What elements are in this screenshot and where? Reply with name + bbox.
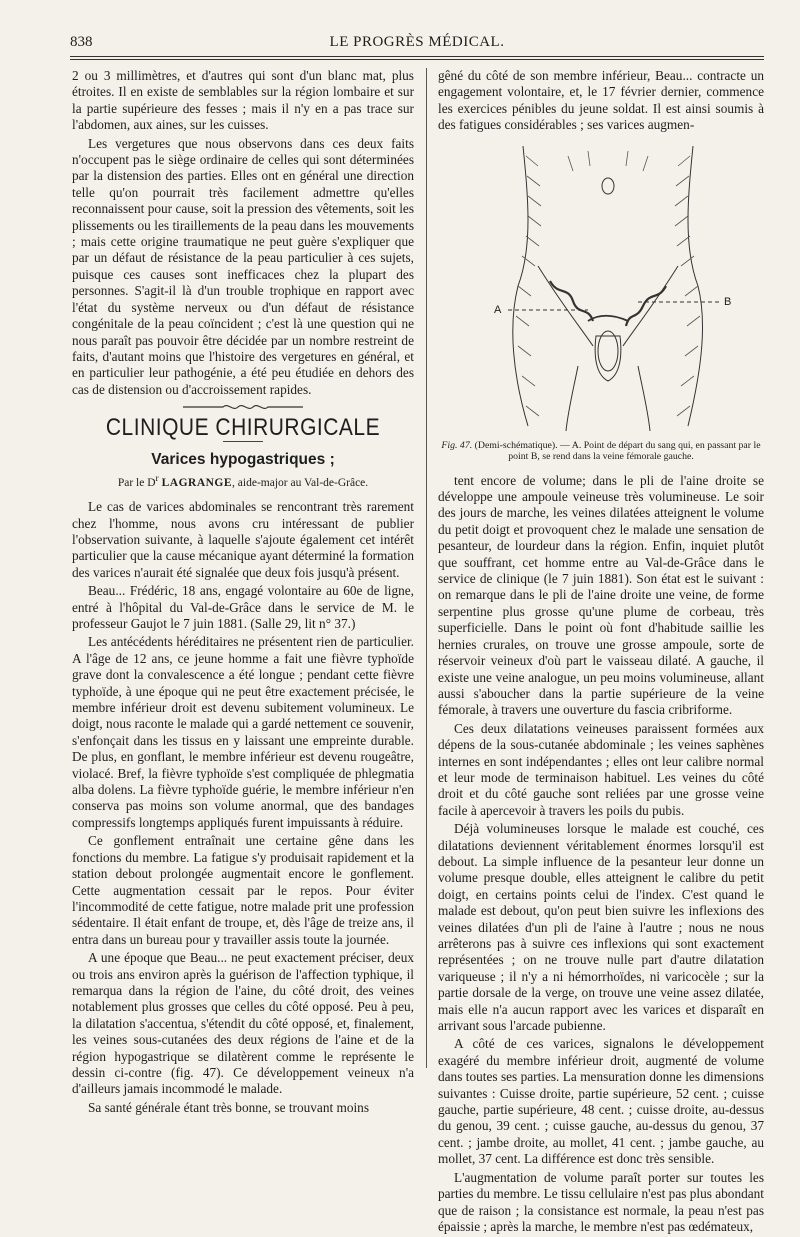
paragraph: Les antécédents héréditaires ne présentent rien de particulier. A l'âge de 12 ans, ce jeune homme a fait une fièvre typhoïde grave dont la convalescence a été longue ; pendant cette fièvre typhoïde, à une époque qui ne peut être exactement précisée, le membre inférieur droit est devenu subitement volumineux. Le doigt, nous raconte le malade qui a gardé nettement ce souvenir, s'enfonçait dans les tissus en y laissant une empreinte durable. De plus, en gonflant, le membre inférieur est devenu rougeâtre, violacé. Bref, la fièvre typhoïde s'est compliquée de phlegmatia alba dolens. La fièvre typhoïde guérie, le membre inférieur n'en conserva pas moins son volume anormal, que des bandages compressifs longtemps appliqués furent impuissants à réduire. xyxy=(72,634,414,830)
anatomical-drawing xyxy=(438,136,764,436)
paragraph: Sa santé générale étant très bonne, se trouvant moins xyxy=(88,1099,369,1115)
paragraph: Déjà volumineuses lorsque le malade est couché, ces dilatations deviennent véritablement énormes lorsqu'il est debout. La simple influence de la pesanteur leur donne un volume presque double, elles atteignent le calibre du petit doigt, en certains points celui de l'index. C'est quand le malade est debout, qu'on peut bien suivre les inflexions des veines dilatées d'un pli de l'aine à l'autre ; nous ne nous arrêterons pas à suivre ces inflexions qui sont exactement représentées ; on ne trouve nulle part d'autre dilatation variqueuse ; il n'y a ni hémorrhoïdes, ni varicocèle ; sur la partie dorsale de la verge, on trouve une veine assez dilatée, mais elle n'a aucun rapport avec les varices et disparaît en arrivant sous l'arcade pubienne. xyxy=(438,821,764,1034)
section-rule xyxy=(223,441,263,442)
journal-title: LE PROGRÈS MÉDICAL. xyxy=(329,34,505,50)
header-rule-double xyxy=(70,59,764,60)
paragraph: A côté de ces varices, signalons le développement exagéré du membre inférieur droit, augmenté de volume dans toutes ses parties. La mensuration donne les dimensions suivantes : Cuisse droite, partie supérieure, 52 cent. ; cuisse gauche, partie supérieure, 48 cent. ; cuisse droite, au-dessus du genou, 39 cent. ; cuisse gauche, au-dessus du genou, 37 cent. ; jambe droite, au mollet, 41 cent. ; jambe gauche, au mollet, 37 cent. La différence est donc très sensible. xyxy=(438,1036,764,1167)
ornament-divider xyxy=(183,402,303,412)
author-name: LAGRANGE xyxy=(161,476,233,489)
figure-label-a: A xyxy=(494,303,502,316)
paragraph: gêné du côté de son membre inférieur, Beau... contracte un engagement volontaire, et, le 17 février dernier, commence les exercices pénibles du jeune soldat. Il est ainsi soumis à des fatigues considérables ; ses varices augmen- xyxy=(438,68,764,133)
right-column xyxy=(438,68,764,1237)
paragraph: 2 ou 3 millimètres, et d'autres qui sont d'un blanc mat, plus étroites. Il en existe de semblables sur la région lombaire et sur la partie supérieure des fesses ; mais il n'y en a pas trace sur l'abdomen, aux aines, sur les cuisses. xyxy=(72,68,414,133)
article-title: Varices hypogastriques ; xyxy=(151,450,335,468)
paragraph: A une époque que Beau... ne peut exactement préciser, deux ou trois ans environ après la guérison de l'affection typhique, il remarqua dans la région de l'aine, du côté droit, des veines notablement plus grosses que celles du côté opposé. Peu à peu, la dilatation s'accentua, s'étendit du côté opposé, et, finalement, les veines sous-cutanées des deux régions de l'aine et de la région hypogastrique se dilatèrent comme le représente le dessin ci-contre (fig. 47). Ce développement veineux n'a d'ailleurs jamais incommodé le malade. xyxy=(72,950,414,1097)
column-divider xyxy=(426,68,427,1068)
left-column xyxy=(72,68,414,1118)
paragraph: Les vergetures que nous observons dans ces deux faits n'occupent pas le siège ordinaire de celles qui sont déterminées par la distension des parties. Elles ont en général une direction telle qu'on pourrait très facilement admettre qu'elles reconnaissent pour cause, soit la pression des vêtements, soit les plissements ou les tiraillements de la peau dans les mouvements ; mais cette origine traumatique ne peut guère s'expliquer que par un défaut de résistance de la peau particulier à ces sujets, puisque ces causes sont inefficaces chez la plupart des personnes. S'agit-il là d'un trouble trophique en rapport avec l'état du système nerveux ou d'un défaut de résistance congénitale de la peau coïncident ; c'est là une question qui ne nous paraît pas pouvoir être décidée par un nombre restreint de faits, d'autant moins que l'histoire des vergetures en général, et en particulier leur pathogénie, a été peu étudiée en dehors des cas de distension ou d'accroissement rapides. xyxy=(72,135,414,397)
figure-number: Fig. 47. xyxy=(441,439,473,451)
paragraph: L'augmentation de volume paraît porter sur toutes les parties du membre. Le tissu cellulaire n'est pas plus abondant que de raison ; la consistance est normale, la peau n'est pas épaissie ; après la marche, le membre n'est pas œdémateux, xyxy=(438,1169,764,1234)
page-number: 838 xyxy=(70,34,93,50)
figure-caption: Fig. 47. (Demi-schématique). — A. Point de départ du sang qui, en passant par le point B, se rend dans la veine fémorale gauche. xyxy=(441,439,761,463)
page-header xyxy=(70,32,764,54)
byline: Par le $D^r$ LAGRANGE, aide-major au Val-de-Grâce. xyxy=(117,472,369,489)
header-rule xyxy=(70,56,764,57)
figure-label-b: B xyxy=(724,295,732,308)
figure-47 xyxy=(438,136,764,436)
paragraph: Ce gonflement entraînait une certaine gêne dans les fonctions du membre. La fatigue s'y produisait rapidement et la station debout prolongée augmentait encore le gonflement. Cette augmentation cessait par le repos. Pour éviter l'incommodité de cette fatigue, notre malade prit une profession sédentaire. Il était enfant de troupe, et, dès l'âge de treize ans, il entra dans un bureau pour y travailler assis toute la journée. xyxy=(72,833,414,947)
section-title: CLINIQUE CHIRURGICALE xyxy=(105,414,381,441)
paragraph: Ces deux dilatations veineuses paraissent formées aux dépens de la sous-cutanée abdominale ; les veines saphènes internes en sont indépendantes ; elles ont leur calibre normal et leur mode de terminaison habituel. Les veines du côté droit et du côté gauche sont reliées par une grosse veine facile à apercevoir à travers les poils du pubis. xyxy=(438,720,764,818)
paragraph: Le cas de varices abdominales se rencontrant très rarement chez l'homme, nous avons cru intéressant de publier l'observation suivante, à laquelle s'ajoute également cet intérêt particulier que la cause mécanique ayant déterminé la formation des varices n'aurait été signalée que deux fois jusqu'à présent. xyxy=(72,499,414,580)
paragraph: Beau... Frédéric, 18 ans, engagé volontaire au 60e de ligne, entré à l'hôpital du Val-de-Grâce dans le service de M. le professeur Gaujot le 7 juin 1881. (Salle 29, lit n° 37.) xyxy=(72,583,414,632)
paragraph: tent encore de volume; dans le pli de l'aine droite se développe une ampoule veineuse très volumineuse. Le soir des jours de marche, les veines dilatées atteignent le volume du petit doigt et provoquent chez le malade une sensation de pesanteur, de lourdeur dans la région. Enfin, inquiet plutôt que souffrant, cet homme entre au Val-de-Grâce dans le service de clinique (le 7 juin 1881). Son état est le suivant : on remarque dans le pli de l'aine droite une veine, de forme serpentine plus grosse qu'une plume de corbeau, très superficielle. Dans le point où font d'habitude saillie les hernies crurales, on trouve une grosse ampoule, sorte de réservoir veineux d'où part le vaisseau dilaté. A gauche, il existe une veine analogue, un peu moins volumineuse, allant aussi s'aboucher dans la partie supérieure de la veine fémorale, à travers une ouverture du fascia cribriforme. xyxy=(438,472,764,718)
